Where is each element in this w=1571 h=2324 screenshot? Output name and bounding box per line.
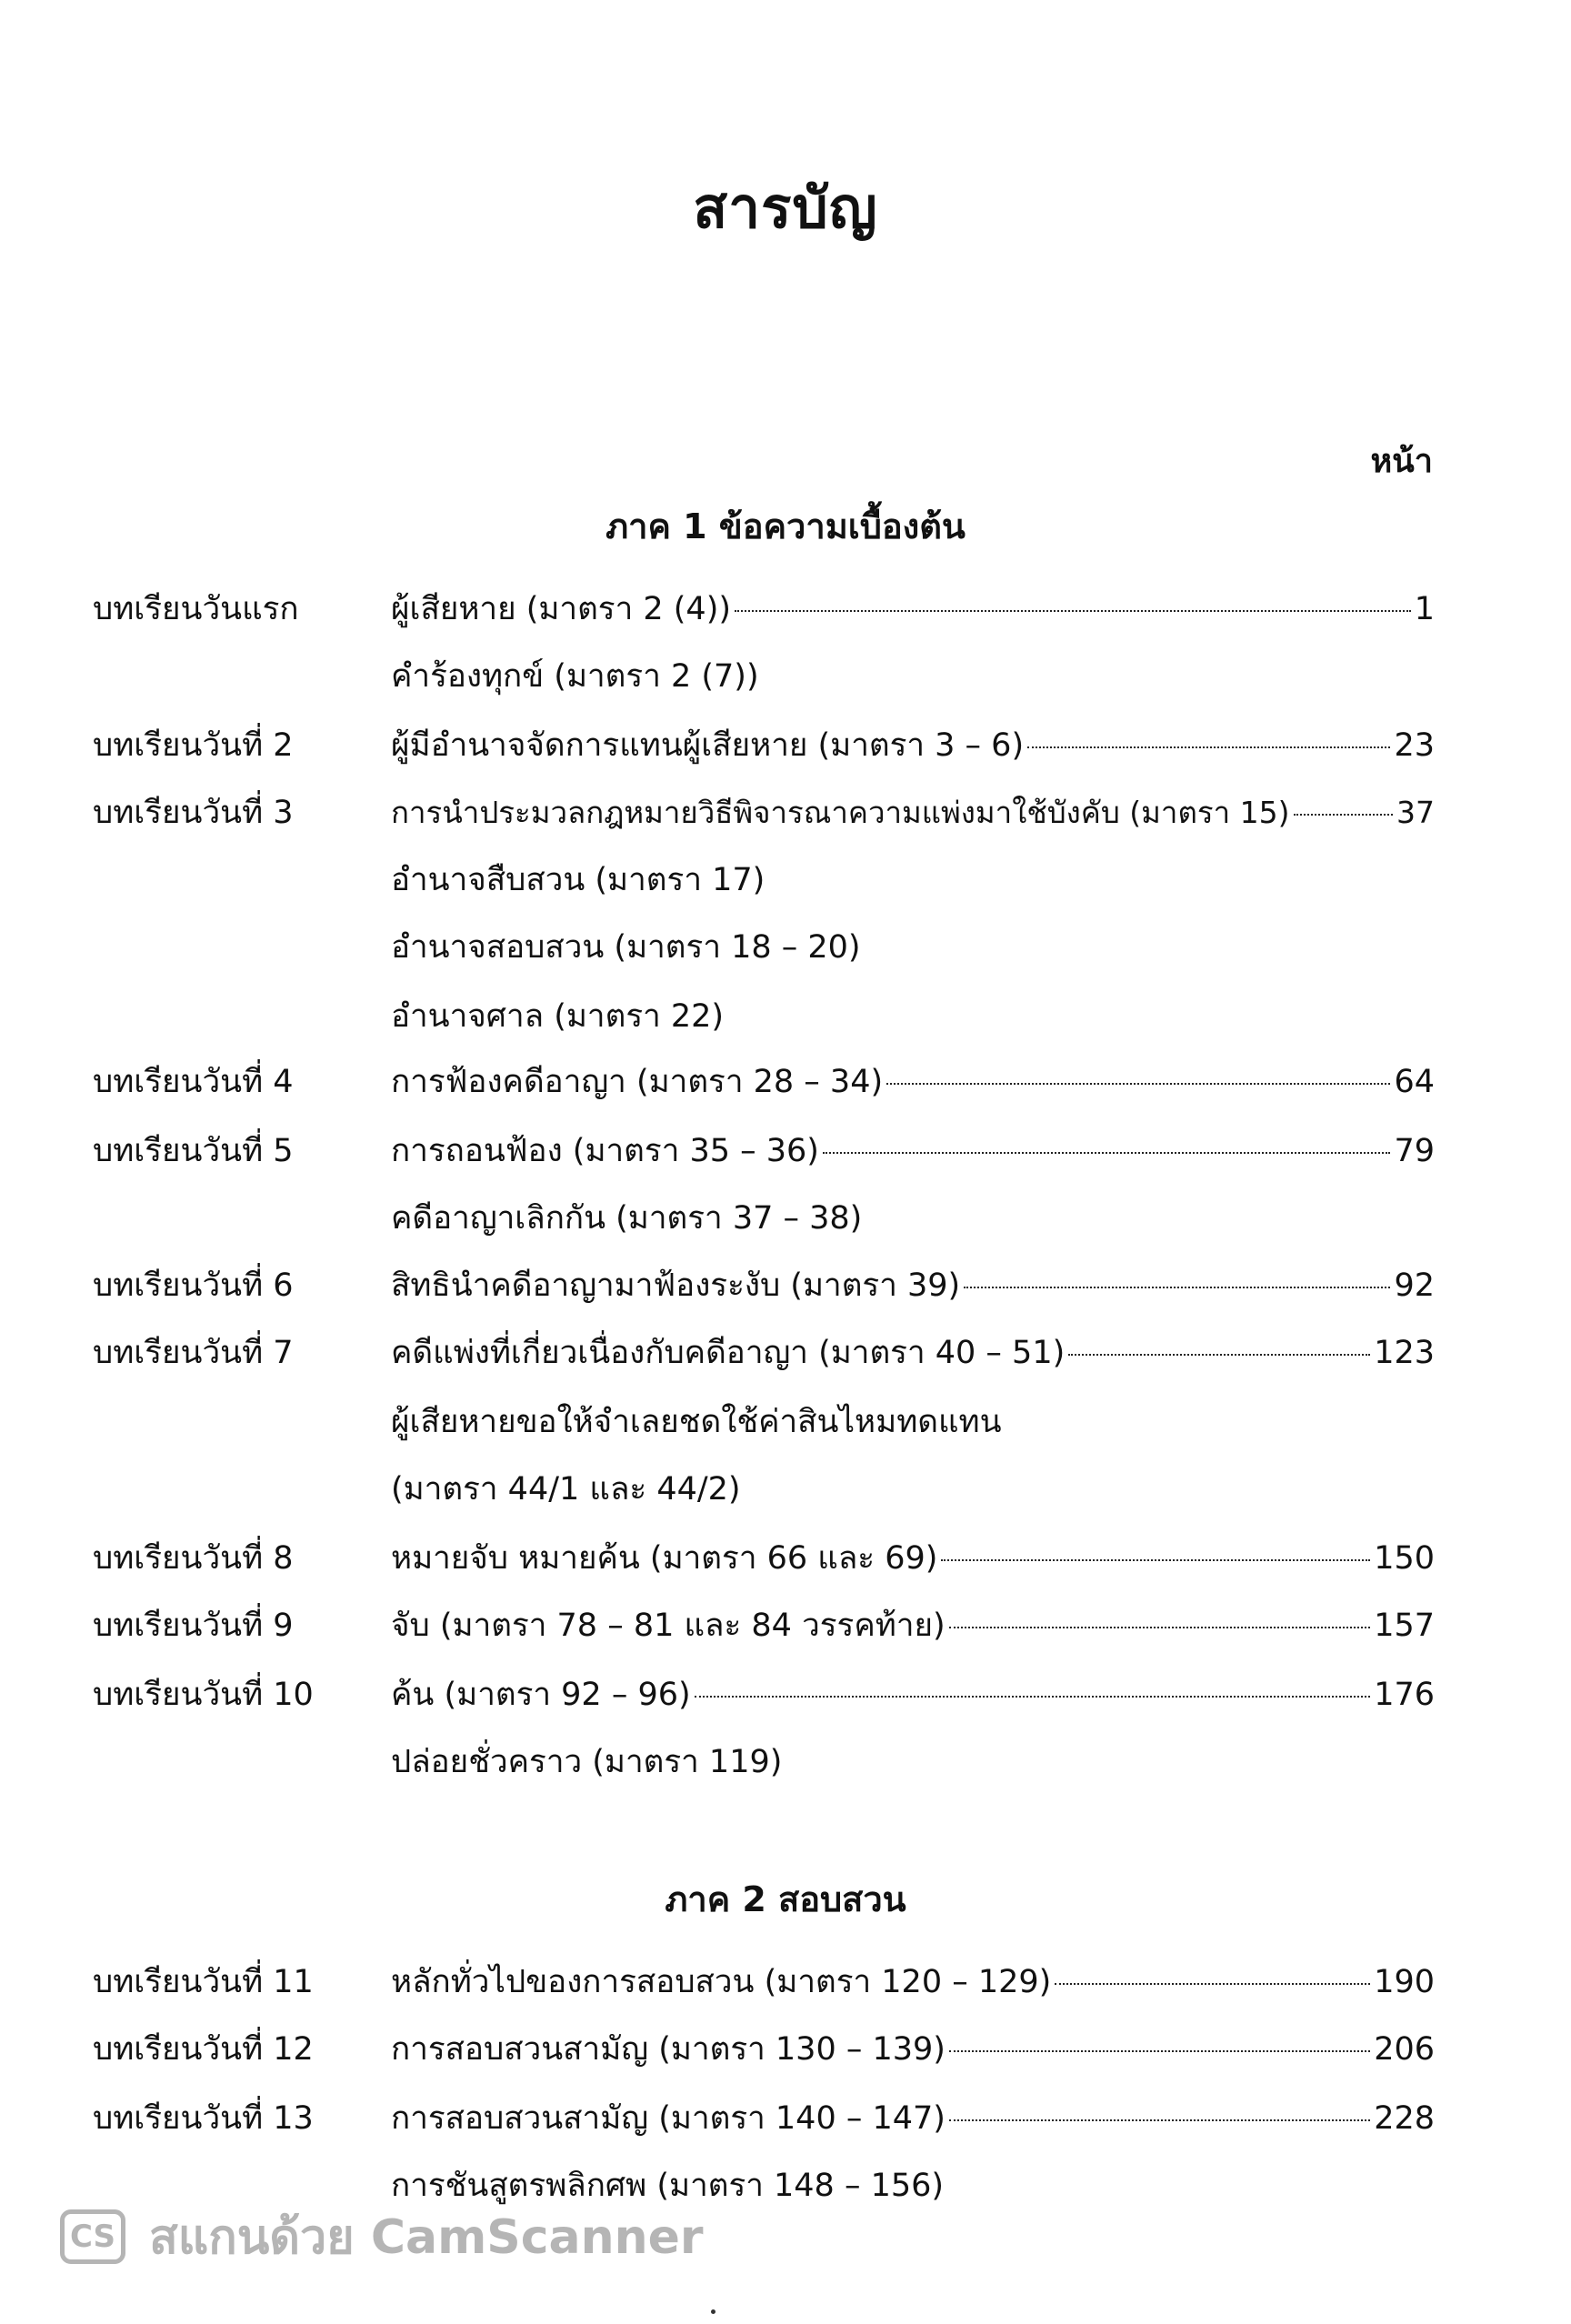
toc-row [0,1326,1571,1380]
toc-row [0,649,1571,704]
dot-leader [886,1083,1390,1085]
toc-row [0,1955,1571,2009]
page-number: 190 [1374,1964,1435,2000]
entry-title: ผู้เสียหาย (มาตรา 2 (4)) [391,591,732,627]
toc-row [0,2022,1571,2077]
page-number: 79 [1394,1133,1435,1169]
toc-entry [391,1735,1435,1789]
entry-title: การชันสูตรพลิกศพ (มาตรา 148 – 156) [391,2168,945,2204]
entry-title: (มาตรา 44/1 และ 44/2) [391,1471,741,1508]
toc-entry [391,1124,1435,1178]
dot-leader [949,2119,1370,2121]
entry-title: การสอบสวนสามัญ (มาตรา 130 – 139) [391,2031,946,2068]
lesson-label: บทเรียนวันที่ 4 [93,1064,294,1100]
toc-row [0,1258,1571,1313]
entry-title: สิทธินำคดีอาญามาฟ้องระงับ (มาตรา 39) [391,1267,961,1304]
watermark-text: สแกนด้วย CamScanner [149,2210,704,2265]
entry-title: ค้น (มาตรา 92 – 96) [391,1677,691,1713]
entry-title: ปล่อยชั่วคราว (มาตรา 119) [391,1744,783,1780]
lesson-label: บทเรียนวันที่ 3 [93,795,294,831]
entry-title: ผู้เสียหายขอให้จำเลยชดใช้ค่าสินไหมทดแทน [391,1404,1002,1440]
toc-row [0,1395,1571,1449]
toc-entry [391,853,1435,907]
toc-row [0,989,1571,1044]
toc-entry [391,1531,1435,1586]
toc-entry [391,2091,1435,2146]
toc-row [0,1191,1571,1246]
entry-title: ผู้มีอำนาจจัดการแทนผู้เสียหาย (มาตรา 3 – 6) [391,727,1025,764]
page-number: 37 [1396,795,1435,830]
page-number: 92 [1394,1267,1435,1304]
toc-row [0,582,1571,636]
dot-leader [1294,814,1394,816]
lesson-label: บทเรียนวันที่ 13 [93,2100,314,2137]
toc-row [0,1462,1571,1517]
page-number: 206 [1374,2031,1435,2068]
lesson-label: บทเรียนวันที่ 2 [93,727,294,764]
lesson-label: บทเรียนวันที่ 8 [93,1540,294,1577]
toc-entry [391,1326,1435,1380]
dot-leader [949,1627,1371,1628]
toc-entry [391,1258,1435,1313]
toc-row [0,718,1571,773]
toc-row [0,1531,1571,1586]
lesson-label: บทเรียนวันที่ 6 [93,1267,294,1304]
lesson-label: บทเรียนวันที่ 9 [93,1608,294,1644]
lesson-label: บทเรียนวันที่ 10 [93,1677,314,1713]
toc-entry [391,1191,1435,1246]
toc-row [0,1735,1571,1789]
lesson-label: บทเรียนวันที่ 7 [93,1335,294,1371]
lesson-label: บทเรียนวันแรก [93,591,299,627]
page-number: 23 [1394,727,1435,764]
entry-title: อำนาจศาล (มาตรา 22) [391,998,725,1035]
dot-leader [1055,1983,1370,1985]
toc-entry [391,1395,1435,1449]
dot-leader [1068,1354,1370,1356]
page-number: 123 [1374,1335,1435,1371]
entry-title: หลักทั่วไปของการสอบสวน (มาตรา 120 – 129) [391,1964,1052,2000]
lesson-label: บทเรียนวันที่ 12 [93,2031,314,2068]
lesson-label: บทเรียนวันที่ 5 [93,1133,294,1169]
dot-leader [695,1696,1371,1698]
toc-row [0,1598,1571,1653]
lesson-label: บทเรียนวันที่ 11 [93,1964,314,2000]
entry-title: หมายจับ หมายค้น (มาตรา 66 และ 69) [391,1540,938,1577]
dot-leader [941,1559,1370,1561]
dot-leader [964,1287,1390,1288]
page-column-label: หน้า [1370,443,1433,480]
toc-entry [391,718,1435,773]
toc-row [0,1668,1571,1722]
entry-title: อำนาจสืบสวน (มาตรา 17) [391,862,765,898]
entry-title: การสอบสวนสามัญ (มาตรา 140 – 147) [391,2100,946,2137]
page-number: 1 [1414,591,1435,627]
page-number: 176 [1374,1677,1435,1713]
entry-title: การถอนฟ้อง (มาตรา 35 – 36) [391,1133,819,1169]
toc-row [0,2091,1571,2146]
part-heading: ภาค 2 สอบสวน [665,1879,906,1919]
dot-leader [949,2050,1370,2052]
toc-entry [391,582,1435,636]
entry-title: คดีแพ่งที่เกี่ยวเนื่องกับคดีอาญา (มาตรา 40 – 51) [391,1335,1066,1371]
toc-entry [391,1668,1435,1722]
page-number: 64 [1394,1064,1435,1100]
toc-row [0,920,1571,975]
toc-entry [391,1055,1435,1109]
toc-row [0,1124,1571,1178]
page-title: สารบัญ [693,175,878,241]
page-number: 228 [1374,2100,1435,2137]
toc-row [0,1055,1571,1109]
toc-entry [391,1462,1435,1517]
dot-leader [1027,746,1390,748]
part-heading: ภาค 1 ข้อความเบื้องต้น [605,506,966,546]
dot-leader [735,610,1411,612]
toc-row [0,786,1571,840]
entry-title: อำนาจสอบสวน (มาตรา 18 – 20) [391,929,861,966]
toc-entry [391,989,1435,1044]
toc-entry [391,1598,1435,1653]
entry-title: จับ (มาตรา 78 – 81 และ 84 วรรคท้าย) [391,1608,946,1644]
dot-leader [823,1152,1390,1154]
camscanner-watermark [60,2199,704,2274]
toc-entry [391,786,1435,840]
entry-title: คำร้องทุกข์ (มาตรา 2 (7)) [391,658,759,695]
toc-row [0,853,1571,907]
toc-entry [391,920,1435,975]
entry-title: คดีอาญาเลิกกัน (มาตรา 37 – 38) [391,1200,863,1237]
page-number: 150 [1374,1540,1435,1577]
page-number: 157 [1374,1608,1435,1644]
toc-entry [391,1955,1435,2009]
entry-title: การฟ้องคดีอาญา (มาตรา 28 – 34) [391,1064,884,1100]
scan-speck [711,2309,715,2314]
toc-entry [391,649,1435,704]
toc-entry [391,2022,1435,2077]
camscanner-logo-icon: CS [60,2209,125,2264]
entry-title: การนำประมวลกฎหมายวิธีพิจารณาความแพ่งมาใช้บังคับ (มาตรา 15) [391,795,1290,830]
